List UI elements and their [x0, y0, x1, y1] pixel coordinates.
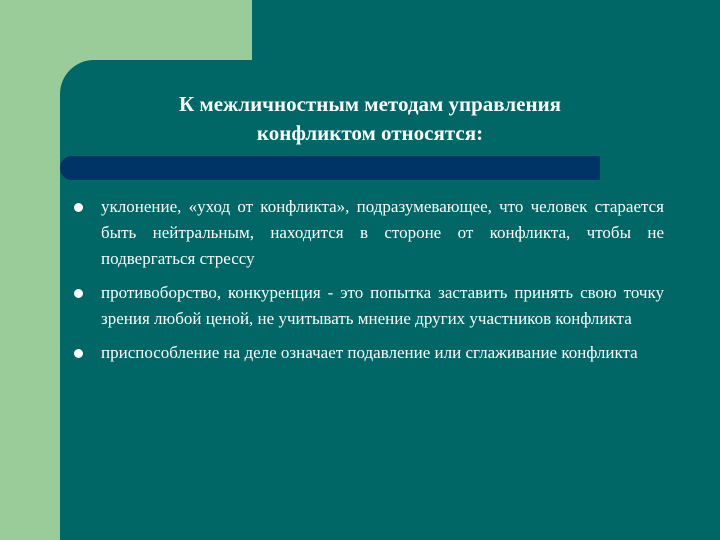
bullet-dot-icon	[74, 289, 83, 298]
bullet-item-accommodation	[101, 340, 664, 366]
bullet-text: уклонение, «уход от конфликта», подразумевающее, что человек старается быть нейтральным, находится в стороне от конфликта, чтобы не подвергаться стрессу	[101, 197, 664, 268]
bullet-item-avoidance	[101, 194, 664, 272]
bullet-text: приспособление на деле означает подавление или сглаживание конфликта	[101, 343, 638, 362]
slide-title-line-2: конфликтом относятся:	[256, 121, 484, 145]
bullet-dot-icon	[74, 349, 83, 358]
slide-title-line-1: К межличностным методам управления	[178, 92, 562, 116]
bullet-item-competition	[101, 280, 664, 332]
bullet-text: противоборство, конкуренция - это попытка заставить принять свою точку зрения любой ценой, не учитывать мнение других участников конфликта	[101, 283, 664, 328]
bullet-dot-icon	[74, 203, 83, 212]
slide-title	[60, 90, 680, 148]
slide-content-panel	[60, 60, 720, 540]
bullet-list	[101, 194, 664, 374]
title-divider-bar	[60, 156, 600, 180]
